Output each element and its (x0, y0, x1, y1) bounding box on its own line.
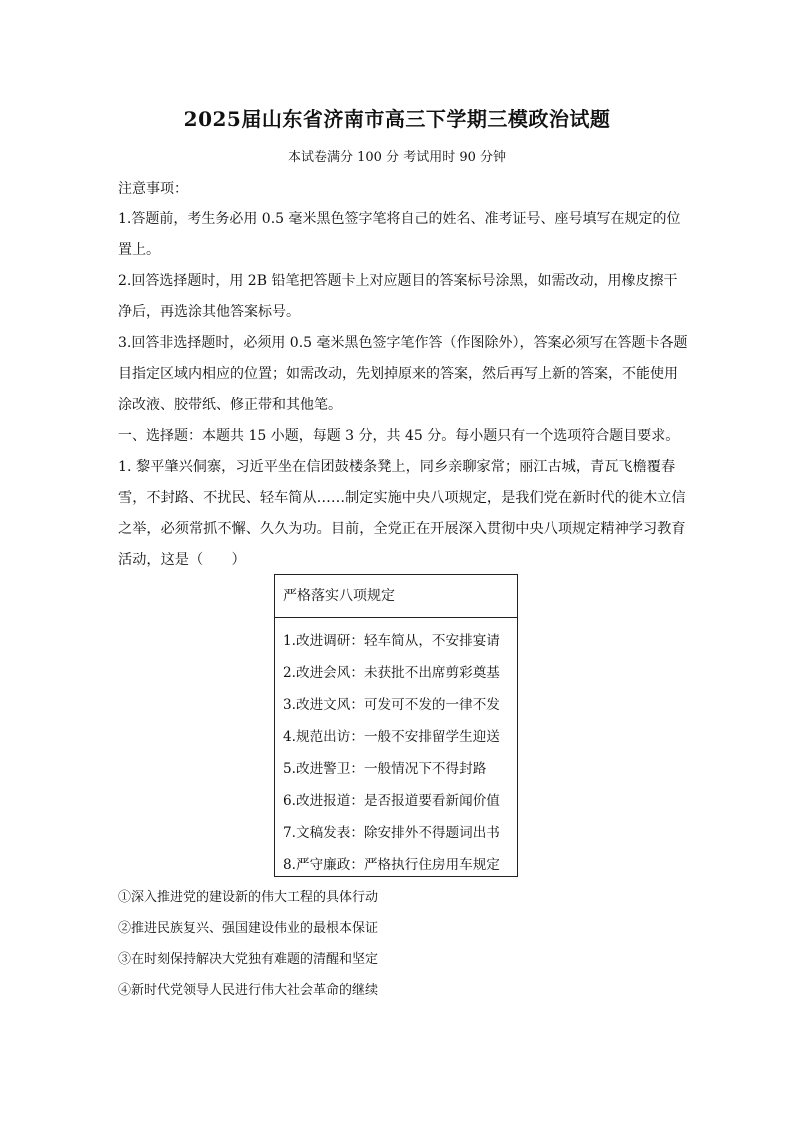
answer-option: ②推进民族复兴、强国建设伟业的最根本保证 (118, 921, 379, 936)
answer-option: ①深入推进党的建设新的伟大工程的具体行动 (118, 890, 379, 905)
table-row: 1.改进调研：轻车简从，不安排宴请 (283, 633, 500, 649)
notice-line: 3.回答非选择题时，必须用 0.5 毫米黑色签字笔作答（作图除外），答案必须写在答题卡各题 (118, 335, 688, 351)
question-text-line: 之举，必须常抓不懈、久久为功。目前，全党正在开展深入贯彻中央八项规定精神学习教育 (118, 521, 686, 537)
eight-rules-table (274, 574, 518, 877)
table-row: 4.规范出访：一般不安排留学生迎送 (283, 729, 500, 745)
question-text-line: 1. 黎平肇兴侗寨，习近平坐在信团鼓楼条凳上，同乡亲聊家常；丽江古城，青瓦飞檐覆春 (118, 459, 676, 475)
answer-option: ③在时刻保持解决大党独有难题的清醒和坚定 (118, 952, 379, 967)
notice-line: 1.答题前，考生务必用 0.5 毫米黑色签字笔将自己的姓名、准考证号、座号填写在规定的位 (118, 211, 681, 227)
table-row: 5.改进警卫：一般情况下不得封路 (283, 761, 487, 777)
exam-subtitle: 本试卷满分 100 分 考试用时 90 分钟 (287, 150, 507, 165)
notice-line: 净后，再选涂其他答案标号。 (118, 304, 300, 320)
exam-title: 2025届山东省济南市高三下学期三模政治试题 (183, 107, 611, 131)
question-text-line: 活动，这是（ ） (118, 552, 246, 568)
table-header: 严格落实八项规定 (275, 575, 517, 618)
notice-line: 置上。 (118, 242, 160, 258)
notice-line: 涂改液、胶带纸、修正带和其他笔。 (118, 397, 342, 413)
table-row: 3.改进文风：可发可不发的一律不发 (283, 697, 500, 713)
notice-line: 2.回答选择题时，用 2B 铅笔把答题卡上对应题目的答案标号涂黑，如需改动，用橡皮擦干 (118, 273, 678, 289)
notice-heading: 注意事项： (118, 181, 188, 197)
table-row: 6.改进报道：是否报道要看新闻价值 (283, 793, 500, 809)
notice-line: 目指定区域内相应的位置；如需改动，先划掉原来的答案，然后再写上新的答案，不能使用 (118, 366, 678, 382)
answer-option: ④新时代党领导人民进行伟大社会革命的继续 (118, 983, 379, 998)
table-row: 7.文稿发表：除安排外不得题词出书 (283, 825, 500, 841)
table-row: 8.严守廉政：严格执行住房用车规定 (283, 857, 500, 873)
table-row: 2.改进会风：未获批不出席剪彩奠基 (283, 665, 500, 681)
question-text-line: 雪，不封路、不扰民、轻车简从……制定实施中央八项规定，是我们党在新时代的徙木立信 (118, 490, 686, 506)
section-heading: 一、选择题：本题共 15 小题，每题 3 分，共 45 分。每小题只有一个选项符合题目要求。 (118, 428, 680, 444)
